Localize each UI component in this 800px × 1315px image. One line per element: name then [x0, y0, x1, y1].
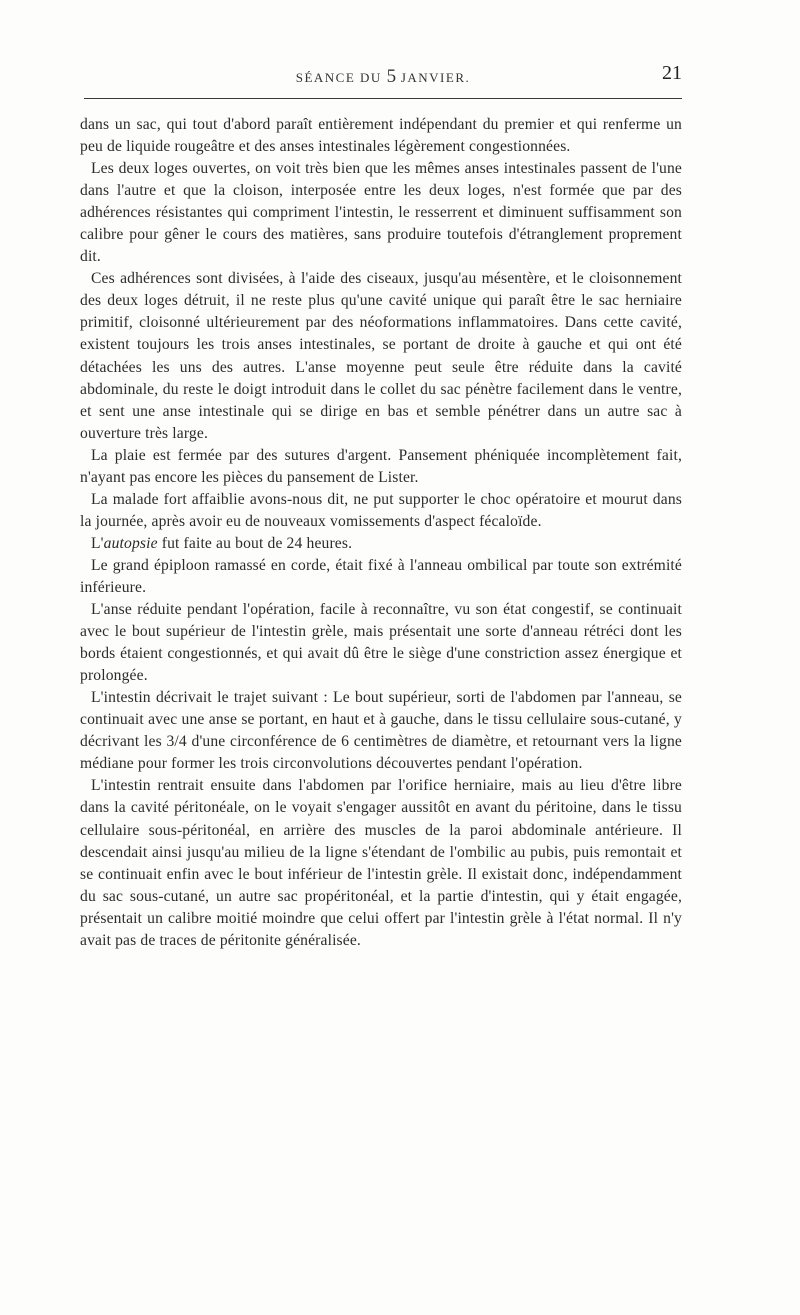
running-head — [84, 66, 682, 88]
running-head-part2: JANVIER. — [396, 70, 471, 85]
autopsie-prefix: L' — [91, 534, 104, 552]
running-head-part1: SÉANCE DU — [295, 70, 387, 85]
paragraph: L'anse réduite pendant l'opération, facile à reconnaître, vu son état congestif, se continuait avec le bout supérieur de l'intestin grèle, mais présentait une sorte d'anneau rétréci dont les bords étaient congestionnés, et qui avait dû être le siège d'une constriction assez énergique et prolongée. — [80, 601, 682, 685]
paragraph: L'intestin rentrait ensuite dans l'abdomen par l'orifice herniaire, mais au lieu d'être libre dans la cavité péritonéale, on le voyait s'engager aussitôt en avant du péritoine, dans le tissu cellulaire sous-péritonéal, en arrière des muscles de la paroi abdominale antérieure. Il descendait ainsi jusqu'au milieu de la ligne s'étendant de l'ombilic au pubis, puis remontait et se continuait enfin avec le bout inférieur de l'intestin grèle. Il existait donc, indépendamment du sac sous-cutané, un autre sac propéritonéal, et la partie d'intestin, qui y était engagée, présentait un calibre moitié moindre que celui offert par l'intestin grèle à l'état normal. Il n'y avait pas de traces de péritonite généralisée. — [80, 777, 682, 949]
body-text — [80, 114, 682, 952]
paragraph-continuation: dans un sac, qui tout d'abord paraît entièrement indépendant du premier et qui renferme un peu de liquide rougeâtre et des anses intestinales légèrement congestionnées. — [80, 116, 682, 156]
page-header — [84, 62, 682, 90]
paragraph: La malade fort affaiblie avons-nous dit, ne put supporter le choc opératoire et mourut dans la journée, après avoir eu de nouveaux vomissements d'aspect fécaloïde. — [80, 490, 682, 530]
autopsie-suffix: fut faite au bout de 24 heures. — [157, 534, 353, 552]
paragraph: Le grand épiploon ramassé en corde, était fixé à l'anneau ombilical par toute son extrémité inférieure. — [80, 556, 682, 596]
paragraph: Les deux loges ouvertes, on voit très bien que les mêmes anses intestinales passent de l'une dans l'autre et que la cloison, interposée entre les deux loges, n'est formée que par des adhérences résistantes qui compriment l'intestin, le resserrent et diminuent suffisamment son calibre pour gêner le cours des matières, sans produire toutefois d'étranglement proprement dit. — [80, 160, 682, 266]
page-number: 21 — [662, 62, 682, 84]
paragraph-autopsie — [80, 533, 682, 555]
running-head-day: 5 — [386, 66, 397, 87]
paragraph: Ces adhérences sont divisées, à l'aide des ciseaux, jusqu'au mésentère, et le cloisonnement des deux loges détruit, il ne reste plus qu'une cavité unique qui paraît être le sac herniaire primitif, cloisonné ultérieurement par des néoformations inflammatoires. Dans cette cavité, existent toujours les trois anses intestinales, se portant de droite à gauche et qui ont été détachées les uns des autres. L'anse moyenne peut seule être réduite dans la cavité abdominale, du reste le doigt introduit dans le collet du sac pénètre facilement dans le ventre, et sent une anse intestinale qui se dirige en bas et semble pénétrer dans un autre sac à ouverture très large. — [80, 270, 682, 442]
autopsie-italic: autopsie — [103, 534, 158, 552]
paragraph: L'intestin décrivait le trajet suivant : Le bout supérieur, sorti de l'abdomen par l'anneau, se continuait avec une anse se portant, en haut et à gauche, dans le tissu cellulaire sous-cutané, y décrivant les 3/4 d'une circonférence de 6 centimètres de diamètre, et retournant vers la ligne médiane pour former les trois circonvolutions découvertes pendant l'opération. — [80, 689, 682, 773]
header-rule — [84, 98, 682, 99]
paragraph: La plaie est fermée par des sutures d'argent. Pansement phéniquée incomplètement fait, n'ayant pas encore les pièces du pansement de Lister. — [80, 446, 682, 486]
